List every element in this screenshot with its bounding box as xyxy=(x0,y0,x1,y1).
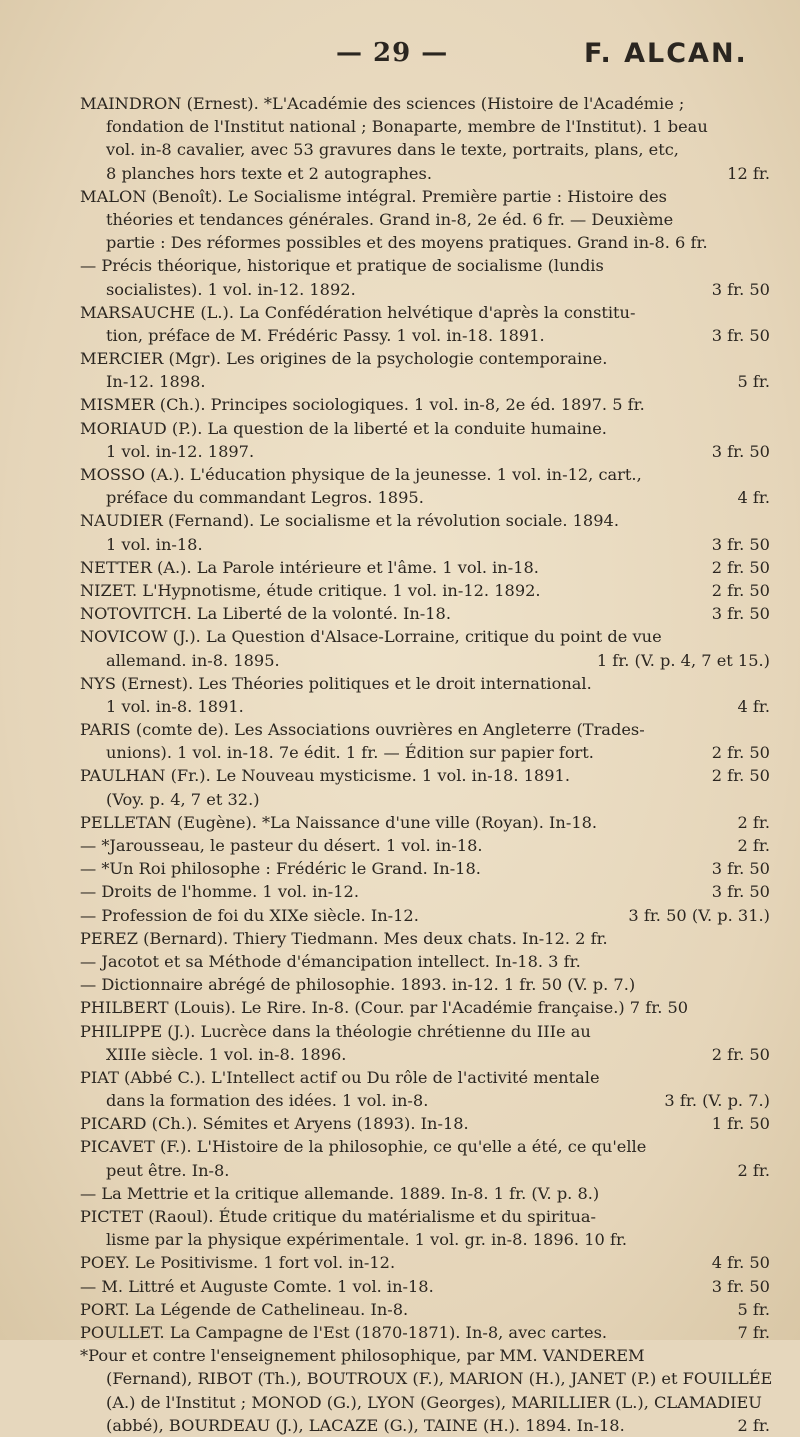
entry-price: 3 fr. 50 xyxy=(711,882,770,902)
entry-text: PICARD (Ch.). Sémites et Aryens (1893). In-18. xyxy=(80,1114,469,1134)
entry-price: 2 fr. 50 xyxy=(711,743,770,763)
catalogue-entry xyxy=(80,764,770,810)
entry-text: NETTER (A.). La Parole intérieure et l'âme. 1 vol. in-18. xyxy=(80,557,539,577)
entry-line xyxy=(80,695,770,718)
catalogue-entry xyxy=(80,718,770,764)
entry-text: NYS (Ernest). Les Théories politiques et le droit international. xyxy=(80,673,592,693)
entry-line xyxy=(80,301,770,324)
entry-text: NIZET. L'Hypnotisme, étude critique. 1 vol. in-12. 1892. xyxy=(80,580,541,600)
catalogue-entry xyxy=(80,1020,770,1066)
entry-line xyxy=(80,1321,770,1344)
entry-text: fondation de l'Institut national ; Bonaparte, membre de l'Institut). 1 beau xyxy=(106,117,708,137)
entry-line xyxy=(80,324,770,347)
entry-price: 2 fr. xyxy=(737,812,770,832)
entry-text: XIIIe siècle. 1 vol. in-8. 1896. xyxy=(106,1044,347,1064)
entry-text: PORT. La Légende de Cathelineau. In-8. xyxy=(80,1299,409,1319)
entry-line xyxy=(80,1251,770,1274)
entry-line xyxy=(80,1344,770,1367)
entry-line xyxy=(80,649,770,672)
catalogue-entries xyxy=(80,92,773,1437)
entry-text: — Précis théorique, historique et pratique de socialisme (lundis xyxy=(80,256,604,276)
entry-text: PICTET (Raoul). Étude critique du matérialisme et du spiritua- xyxy=(80,1207,597,1226)
entry-text: (A.) de l'Institut ; MONOD (G.), LYON (Georges), MARILLIER (L.), CLAMADIEU xyxy=(106,1392,762,1412)
entry-line xyxy=(80,254,770,277)
entry-price: 7 fr. xyxy=(737,1322,770,1342)
entry-text: MERCIER (Mgr). Les origines de la psychologie contemporaine. xyxy=(80,349,608,369)
catalogue-entry xyxy=(80,625,770,671)
entry-line xyxy=(80,370,770,393)
entry-price: 5 fr. xyxy=(737,1299,770,1319)
entry-text: (abbé), BOURDEAU (J.), LACAZE (G.), TAINE (H.). 1894. In-18. xyxy=(106,1415,625,1435)
entry-price: 3 fr. 50 xyxy=(711,604,770,624)
entry-line xyxy=(80,208,770,231)
entry-price: 3 fr. 50 xyxy=(711,534,770,554)
entry-price: 4 fr. 50 xyxy=(711,1253,770,1273)
entry-text: PIAT (Abbé C.). L'Intellect actif ou Du rôle de l'activité mentale xyxy=(80,1067,600,1087)
entry-line xyxy=(80,741,770,764)
entry-line xyxy=(80,1391,770,1414)
entry-text: PELLETAN (Eugène). *La Naissance d'une ville (Royan). In-18. xyxy=(80,812,598,832)
entry-text: unions). 1 vol. in-18. 7e édit. 1 fr. — Édition sur papier fort. xyxy=(106,743,594,763)
entry-line xyxy=(80,1112,770,1135)
entry-line xyxy=(80,880,770,903)
entry-line xyxy=(80,1414,770,1437)
entry-line xyxy=(80,486,770,509)
entry-line xyxy=(80,811,770,834)
entry-text: PAULHAN (Fr.). Le Nouveau mysticisme. 1 vol. in-18. 1891. xyxy=(80,766,570,786)
entry-price: 2 fr. xyxy=(737,1160,770,1180)
catalogue-entry xyxy=(80,1066,770,1112)
entry-text: — *Un Roi philosophe : Frédéric le Grand. In-18. xyxy=(80,859,481,879)
entry-line xyxy=(80,92,770,115)
entry-line xyxy=(80,1135,770,1158)
entry-line xyxy=(80,347,770,370)
entry-text: *Pour et contre l'enseignement philosophique, par MM. VANDEREM xyxy=(80,1346,645,1366)
entry-text: NAUDIER (Fernand). Le socialisme et la révolution sociale. 1894. xyxy=(80,511,619,531)
entry-text: PARIS (comte de). Les Associations ouvrières en Angleterre (Trades- xyxy=(80,720,645,740)
entry-text: lisme par la physique expérimentale. 1 vol. gr. in-8. 1896. 10 fr. xyxy=(106,1230,628,1250)
entry-text: — Profession de foi du XIXe siècle. In-12. xyxy=(80,905,419,925)
entry-text: PHILIPPE (J.). Lucrèce dans la théologie chrétienne du IIIe au xyxy=(80,1021,591,1041)
entry-price: 3 fr. 50 (V. p. 31.) xyxy=(628,905,770,925)
catalogue-entry xyxy=(80,301,770,347)
entry-line xyxy=(80,1020,770,1043)
entry-text: — Dictionnaire abrégé de philosophie. 1893. in-12. 1 fr. 50 (V. p. 7.) xyxy=(80,975,636,995)
entry-text: — M. Littré et Auguste Comte. 1 vol. in-18. xyxy=(80,1276,434,1296)
entry-line xyxy=(80,1367,773,1390)
entry-text: — Droits de l'homme. 1 vol. in-12. xyxy=(80,882,360,902)
catalogue-entry xyxy=(80,1344,773,1437)
entry-line xyxy=(80,857,770,880)
entry-text: théories et tendances générales. Grand in-8, 2e éd. 6 fr. — Deuxième xyxy=(106,209,674,229)
entry-line xyxy=(80,1066,770,1089)
entry-line xyxy=(80,185,770,208)
entry-line xyxy=(80,393,770,416)
entry-text: allemand. in-8. 1895. xyxy=(106,650,280,670)
entry-price: 2 fr. 50 xyxy=(711,766,770,786)
entry-line xyxy=(80,904,770,927)
entry-line xyxy=(80,440,770,463)
entry-text: — La Mettrie et la critique allemande. 1889. In-8. 1 fr. (V. p. 8.) xyxy=(80,1183,600,1203)
entry-text: 1 vol. in-8. 1891. xyxy=(106,696,244,716)
entry-text: NOTOVITCH. La Liberté de la volonté. In-18. xyxy=(80,604,451,624)
catalogue-entry xyxy=(80,556,770,579)
catalogue-entry xyxy=(80,1251,770,1297)
entry-line xyxy=(80,556,770,579)
entry-line xyxy=(80,1089,770,1112)
catalogue-entry xyxy=(80,92,770,185)
entry-line xyxy=(80,278,770,301)
entry-line xyxy=(80,1043,770,1066)
entry-line xyxy=(80,788,770,811)
entry-text: — *Jarousseau, le pasteur du désert. 1 vol. in-18. xyxy=(80,836,483,855)
catalogue-entry xyxy=(80,509,770,555)
catalogue-entry xyxy=(80,1205,770,1251)
catalogue-entry xyxy=(80,1112,770,1135)
entry-line xyxy=(80,463,770,486)
entry-text: tion, préface de M. Frédéric Passy. 1 vol. in-18. 1891. xyxy=(106,325,545,345)
catalogue-entry xyxy=(80,347,770,393)
entry-text: préface du commandant Legros. 1895. xyxy=(106,488,424,508)
entry-text: partie : Des réformes possibles et des moyens pratiques. Grand in-8. 6 fr. xyxy=(106,233,708,253)
entry-text: — Jacotot et sa Méthode d'émancipation intellect. In-18. 3 fr. xyxy=(80,951,581,971)
entry-price: 5 fr. xyxy=(737,372,770,392)
catalogue-entry xyxy=(80,672,770,718)
catalogue-entry xyxy=(80,1135,770,1205)
entry-price: 12 fr. xyxy=(727,163,770,183)
entry-text: PEREZ (Bernard). Thiery Tiedmann. Mes deux chats. In-12. 2 fr. xyxy=(80,928,608,948)
entry-text: MARSAUCHE (L.). La Confédération helvétique d'après la constitu- xyxy=(80,302,636,322)
entry-text: vol. in-8 cavalier, avec 53 gravures dans le texte, portraits, plans, etc, xyxy=(106,140,679,160)
entry-line xyxy=(80,718,770,741)
entry-text: dans la formation des idées. 1 vol. in-8. xyxy=(106,1091,429,1111)
entry-text: 1 vol. in-12. 1897. xyxy=(106,441,255,461)
entry-text: 8 planches hors texte et 2 autographes. xyxy=(106,163,432,183)
entry-price: 3 fr. 50 xyxy=(711,1276,770,1296)
entry-line xyxy=(80,1182,770,1205)
entry-price: 3 fr. 50 xyxy=(711,325,770,345)
entry-text: (Fernand), RIBOT (Th.), BOUTROUX (F.), MARION (H.), JANET (P.) et FOUILLÉE xyxy=(106,1369,773,1389)
entry-line xyxy=(80,1205,770,1228)
entry-text: (Voy. p. 4, 7 et 32.) xyxy=(106,789,260,809)
entry-text: In-12. 1898. xyxy=(106,372,206,392)
catalogue-entry xyxy=(80,1298,770,1321)
entry-price: 2 fr. 50 xyxy=(711,580,770,600)
entry-line xyxy=(80,509,770,532)
entry-text: MOSSO (A.). L'éducation physique de la jeunesse. 1 vol. in-12, cart., xyxy=(80,465,642,484)
entry-price: 3 fr. (V. p. 7.) xyxy=(664,1091,770,1111)
entry-price: 4 fr. xyxy=(737,696,770,716)
entry-line xyxy=(80,1275,770,1298)
entry-line xyxy=(80,1159,770,1182)
entry-text: POEY. Le Positivisme. 1 fort vol. in-12. xyxy=(80,1253,396,1273)
entry-price: 1 fr. (V. p. 4, 7 et 15.) xyxy=(596,650,770,670)
entry-text: NOVICOW (J.). La Question d'Alsace-Lorraine, critique du point de vue xyxy=(80,627,662,647)
entry-line xyxy=(80,996,770,1019)
entry-line xyxy=(80,138,770,161)
catalogue-entry xyxy=(80,996,770,1019)
catalogue-entry xyxy=(80,185,770,301)
catalogue-entry xyxy=(80,602,770,625)
entry-line xyxy=(80,533,770,556)
catalogue-entry xyxy=(80,927,770,997)
entry-text: PICAVET (F.). L'Histoire de la philosophie, ce qu'elle a été, ce qu'elle xyxy=(80,1137,647,1157)
entry-text: POULLET. La Campagne de l'Est (1870-1871). In-8, avec cartes. xyxy=(80,1322,608,1342)
entry-line xyxy=(80,672,770,695)
entry-line xyxy=(80,950,770,973)
entry-line xyxy=(80,162,770,185)
entry-text: MORIAUD (P.). La question de la liberté et la conduite humaine. xyxy=(80,418,607,438)
entry-text: MAINDRON (Ernest). *L'Académie des sciences (Histoire de l'Académie ; xyxy=(80,94,685,113)
entry-price: 2 fr. 50 xyxy=(711,557,770,577)
entry-price: 2 fr. xyxy=(737,1415,770,1435)
catalogue-entry xyxy=(80,393,770,416)
entry-price: 4 fr. xyxy=(737,488,770,508)
entry-text: socialistes). 1 vol. in-12. 1892. xyxy=(106,279,356,299)
entry-price: 1 fr. 50 xyxy=(711,1114,770,1134)
catalogue-entry xyxy=(80,417,770,463)
entry-price: 3 fr. 50 xyxy=(711,859,770,879)
entry-text: MALON (Benoît). Le Socialisme intégral. Première partie : Histoire des xyxy=(80,186,667,206)
entry-text: MISMER (Ch.). Principes sociologiques. 1 vol. in-8, 2e éd. 1897. 5 fr. xyxy=(80,395,645,415)
catalogue-entry xyxy=(80,579,770,602)
entry-line xyxy=(80,602,770,625)
entry-price: 2 fr. xyxy=(737,836,770,855)
entry-line xyxy=(80,1298,770,1321)
entry-line xyxy=(80,231,770,254)
catalogue-entry xyxy=(80,463,770,509)
entry-line xyxy=(80,115,770,138)
entry-line xyxy=(80,834,770,857)
entry-text: peut être. In-8. xyxy=(106,1160,230,1180)
entry-line xyxy=(80,625,770,648)
page-header xyxy=(0,38,800,78)
entry-price: 3 fr. 50 xyxy=(711,279,770,299)
entry-text: PHILBERT (Louis). Le Rire. In-8. (Cour. par l'Académie française.) 7 fr. 50 xyxy=(80,998,689,1018)
entry-price: 3 fr. 50 xyxy=(711,441,770,461)
entry-line xyxy=(80,1228,770,1251)
page-number: — 29 — xyxy=(336,38,449,68)
publisher-name: F. ALCAN. xyxy=(584,38,748,69)
entry-line xyxy=(80,973,770,996)
entry-line xyxy=(80,579,770,602)
entry-price: 2 fr. 50 xyxy=(711,1044,770,1064)
entry-line xyxy=(80,417,770,440)
entry-text: 1 vol. in-18. xyxy=(106,534,203,554)
catalogue-entry xyxy=(80,811,770,927)
entry-line xyxy=(80,764,770,787)
entry-line xyxy=(80,927,770,950)
catalogue-entry xyxy=(80,1321,770,1344)
